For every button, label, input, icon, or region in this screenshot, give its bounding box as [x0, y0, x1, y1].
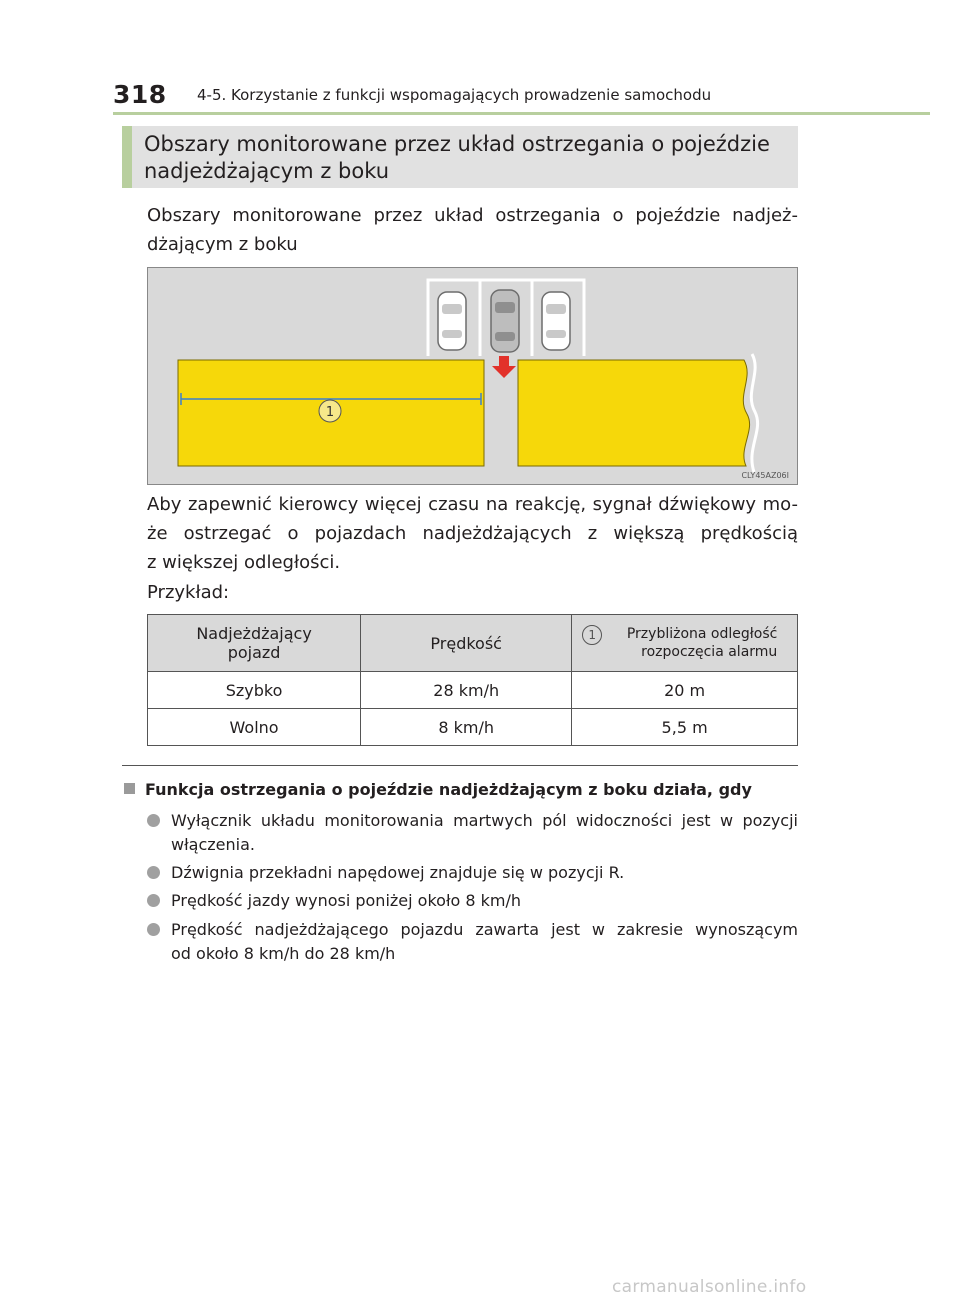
table-header-row [148, 615, 798, 672]
explanation-line-2: że ostrzegać o pojazdach nadjeżdżających z większą prędkością [147, 523, 798, 544]
condition-4-line-1: Prędkość nadjeżdżającego pojazdu zawarta jest w zakresie wynoszącym [171, 920, 798, 939]
table-row [148, 709, 798, 746]
cell-distance: 20 m [572, 672, 798, 709]
square-bullet-icon [124, 783, 135, 794]
alarm-distance-table [147, 614, 798, 746]
header-vehicle-line-1: Nadjeżdżający [196, 624, 312, 643]
cell-distance: 5,5 m [572, 709, 798, 746]
intro-paragraph [147, 201, 798, 259]
cell-speed: 28 km/h [361, 672, 572, 709]
diagram-illustration [148, 268, 797, 484]
condition-1-line-1: Wyłącznik układu monitorowania martwych pól widoczności jest w pozycji [171, 811, 798, 830]
explanation-paragraph [147, 490, 798, 577]
condition-3-line-1: Prędkość jazdy wynosi poniżej około 8 km/h [171, 891, 522, 910]
bullet-dot-icon [147, 814, 160, 827]
monitored-area-diagram [147, 267, 798, 485]
header-distance-line-1: Przybliżona odległość [626, 626, 778, 642]
cell-vehicle: Szybko [148, 672, 361, 709]
watermark-text: carmanualsonline.info [612, 1277, 807, 1297]
bullet-dot-icon [147, 894, 160, 907]
right-monitored-zone [518, 360, 750, 466]
condition-item-4 [147, 918, 798, 966]
header-distance-line-2: rozpoczęcia alarmu [641, 644, 778, 660]
condition-4-line-2: od około 8 km/h do 28 km/h [171, 944, 396, 963]
cell-speed: 8 km/h [361, 709, 572, 746]
diagram-image-code: CLY45AZ06I [741, 471, 789, 480]
intro-line-2: dżającym z boku [147, 234, 298, 255]
example-label: Przykład: [147, 582, 230, 603]
explanation-line-1: Aby zapewnić kierowcy więcej czasu na reakcję, sygnał dźwiękowy mo- [147, 494, 798, 515]
bullet-dot-icon [147, 866, 160, 879]
parked-car-left [438, 292, 466, 350]
page-number: 318 [113, 80, 167, 109]
header-distance [572, 615, 798, 672]
condition-1-line-2: włączenia. [171, 835, 255, 854]
section-title-line-2: nadjeżdżającym z boku [144, 159, 390, 183]
section-title-line-1: Obszary monitorowane przez układ ostrzegania o pojeździe [144, 132, 770, 156]
section-title [122, 126, 798, 188]
explanation-line-3: z większej odległości. [147, 552, 341, 573]
own-car [491, 290, 519, 352]
section-divider [122, 765, 798, 766]
header-rule [113, 112, 930, 115]
parked-car-right [542, 292, 570, 350]
callout-marker-label: 1 [325, 405, 335, 420]
cell-vehicle: Wolno [148, 709, 361, 746]
running-header: 4-5. Korzystanie z funkcji wspomagających prowadzenie samochodu [197, 86, 712, 104]
header-vehicle [148, 615, 361, 672]
table-row [148, 672, 798, 709]
condition-item-3 [147, 889, 798, 913]
bullet-dot-icon [147, 923, 160, 936]
header-speed: Prędkość [361, 615, 572, 672]
header-distance-marker: 1 [582, 625, 602, 645]
conditions-heading [124, 780, 752, 799]
condition-item-2 [147, 861, 798, 885]
header-vehicle-line-2: pojazd [227, 643, 281, 662]
intro-line-1: Obszary monitorowane przez układ ostrzegania o pojeździe nadjeż- [147, 205, 798, 226]
condition-item-1 [147, 809, 798, 857]
condition-2-line-1: Dźwignia przekładni napędowej znajduje się w pozycji R. [171, 863, 625, 882]
callout-marker-1 [319, 400, 341, 422]
conditions-heading-text: Funkcja ostrzegania o pojeździe nadjeżdżającym z boku działa, gdy [145, 780, 752, 799]
